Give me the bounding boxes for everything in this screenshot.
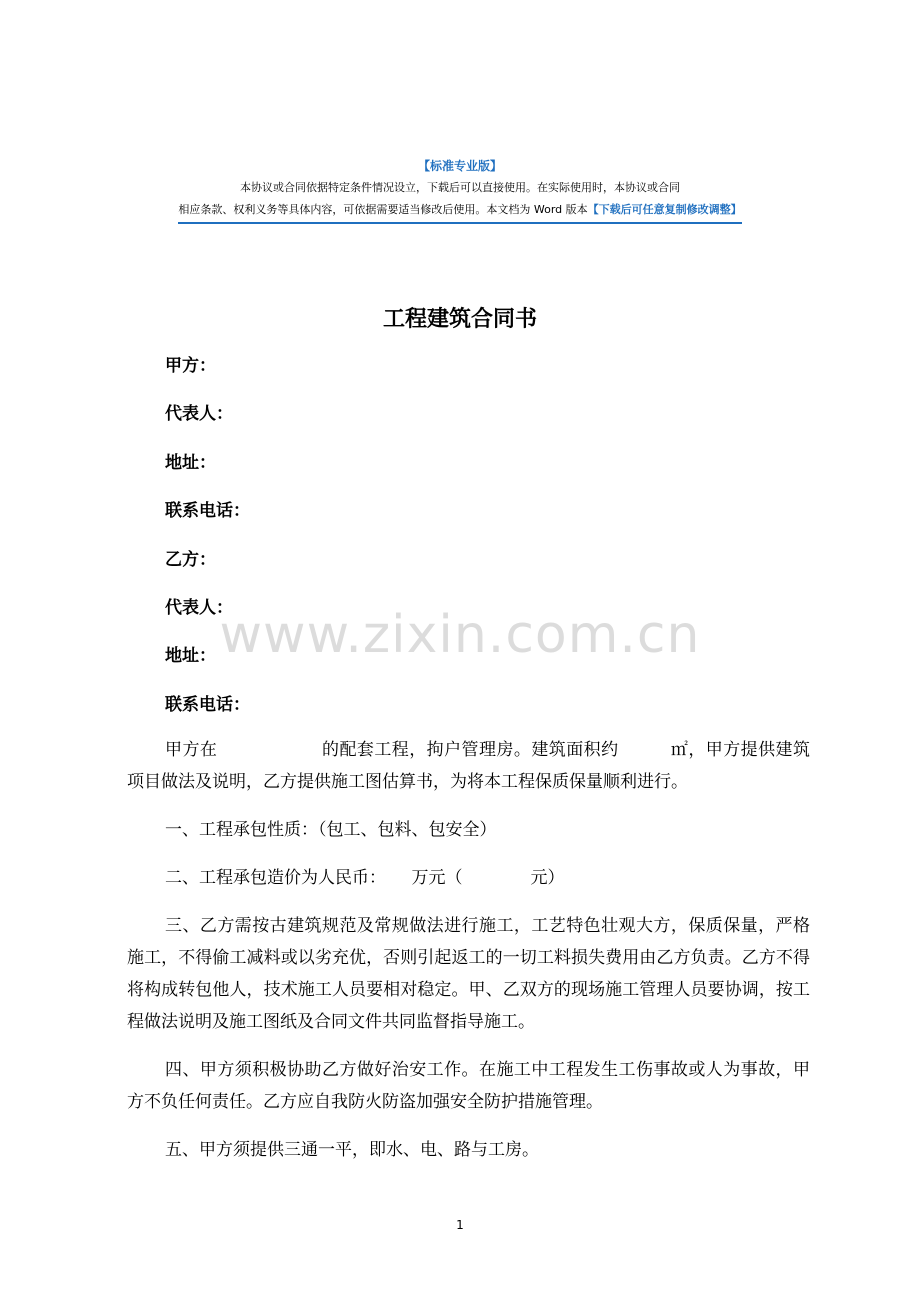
clause-2: 二、工程承包造价为人民币： 万元（ 元） [165, 868, 565, 888]
site-watermark: www.zixin.com.cn [219, 605, 701, 665]
notice-line-2-text: 相应条款、权利义务等具体内容，可依据需要适当修改后使用。本文档为 Word 版本 [178, 203, 588, 216]
clause-3: 三、乙方需按古建筑规范及常规做法进行施工，工艺特色壮观大方，保质保量，严格施工，不得偷工减料或以劣充优，否则引起返工的一切工料损失费用由乙方负责。乙方不得将构成转包他人，技术施工人员要相对稳定。甲、乙双方的现场施工管理人员要协调，按工程做法说明及施工图纸及合同文件共同监督指导施工。 [127, 916, 810, 1032]
party-b-label: 乙方： [165, 549, 216, 570]
notice-line-2 [178, 199, 741, 224]
notice-line-1: 本协议或合同依据特定条件情况设立，下载后可以直接使用。在实际使用时，本协议或合同 [240, 181, 680, 194]
download-edit-link[interactable]: 【下载后可任意复制修改调整】 [587, 203, 742, 216]
intro-paragraph: 甲方在 的配套工程，拘户管理房。建筑面积约 ㎡，甲方提供建筑项目做法及说明，乙方提供施工图估算书，为将本工程保质保量顺利进行。 [127, 740, 810, 792]
party-info-list [165, 350, 805, 737]
party-a-label: 甲方： [165, 356, 216, 376]
clause-1: 一、工程承包性质：（包工、包料、包安全） [165, 820, 497, 840]
version-badge: 【标准专业版】 [417, 159, 502, 173]
party-a-address-label: 地址： [165, 452, 216, 473]
contract-body [127, 734, 810, 1182]
clause-5: 五、甲方须提供三通一平，即水、电、路与工房。 [165, 1140, 539, 1160]
clause-4: 四、甲方须积极协助乙方做好治安工作。在施工中工程发生工伤事故或人为事故，甲方不负任何责任。乙方应自我防火防盗加强安全防护措施管理。 [127, 1060, 810, 1112]
party-a-representative-label: 代表人： [165, 404, 233, 425]
download-notice [0, 155, 920, 224]
party-a-phone-label: 联系电话： [165, 501, 250, 522]
page-number: 1 [456, 1218, 464, 1232]
party-b-phone-label: 联系电话： [165, 694, 250, 715]
party-b-address-label: 地址： [165, 646, 216, 667]
document-title: 工程建筑合同书 [382, 307, 537, 332]
party-b-representative-label: 代表人： [165, 597, 233, 618]
notice-line-2-wrapper [0, 199, 920, 224]
